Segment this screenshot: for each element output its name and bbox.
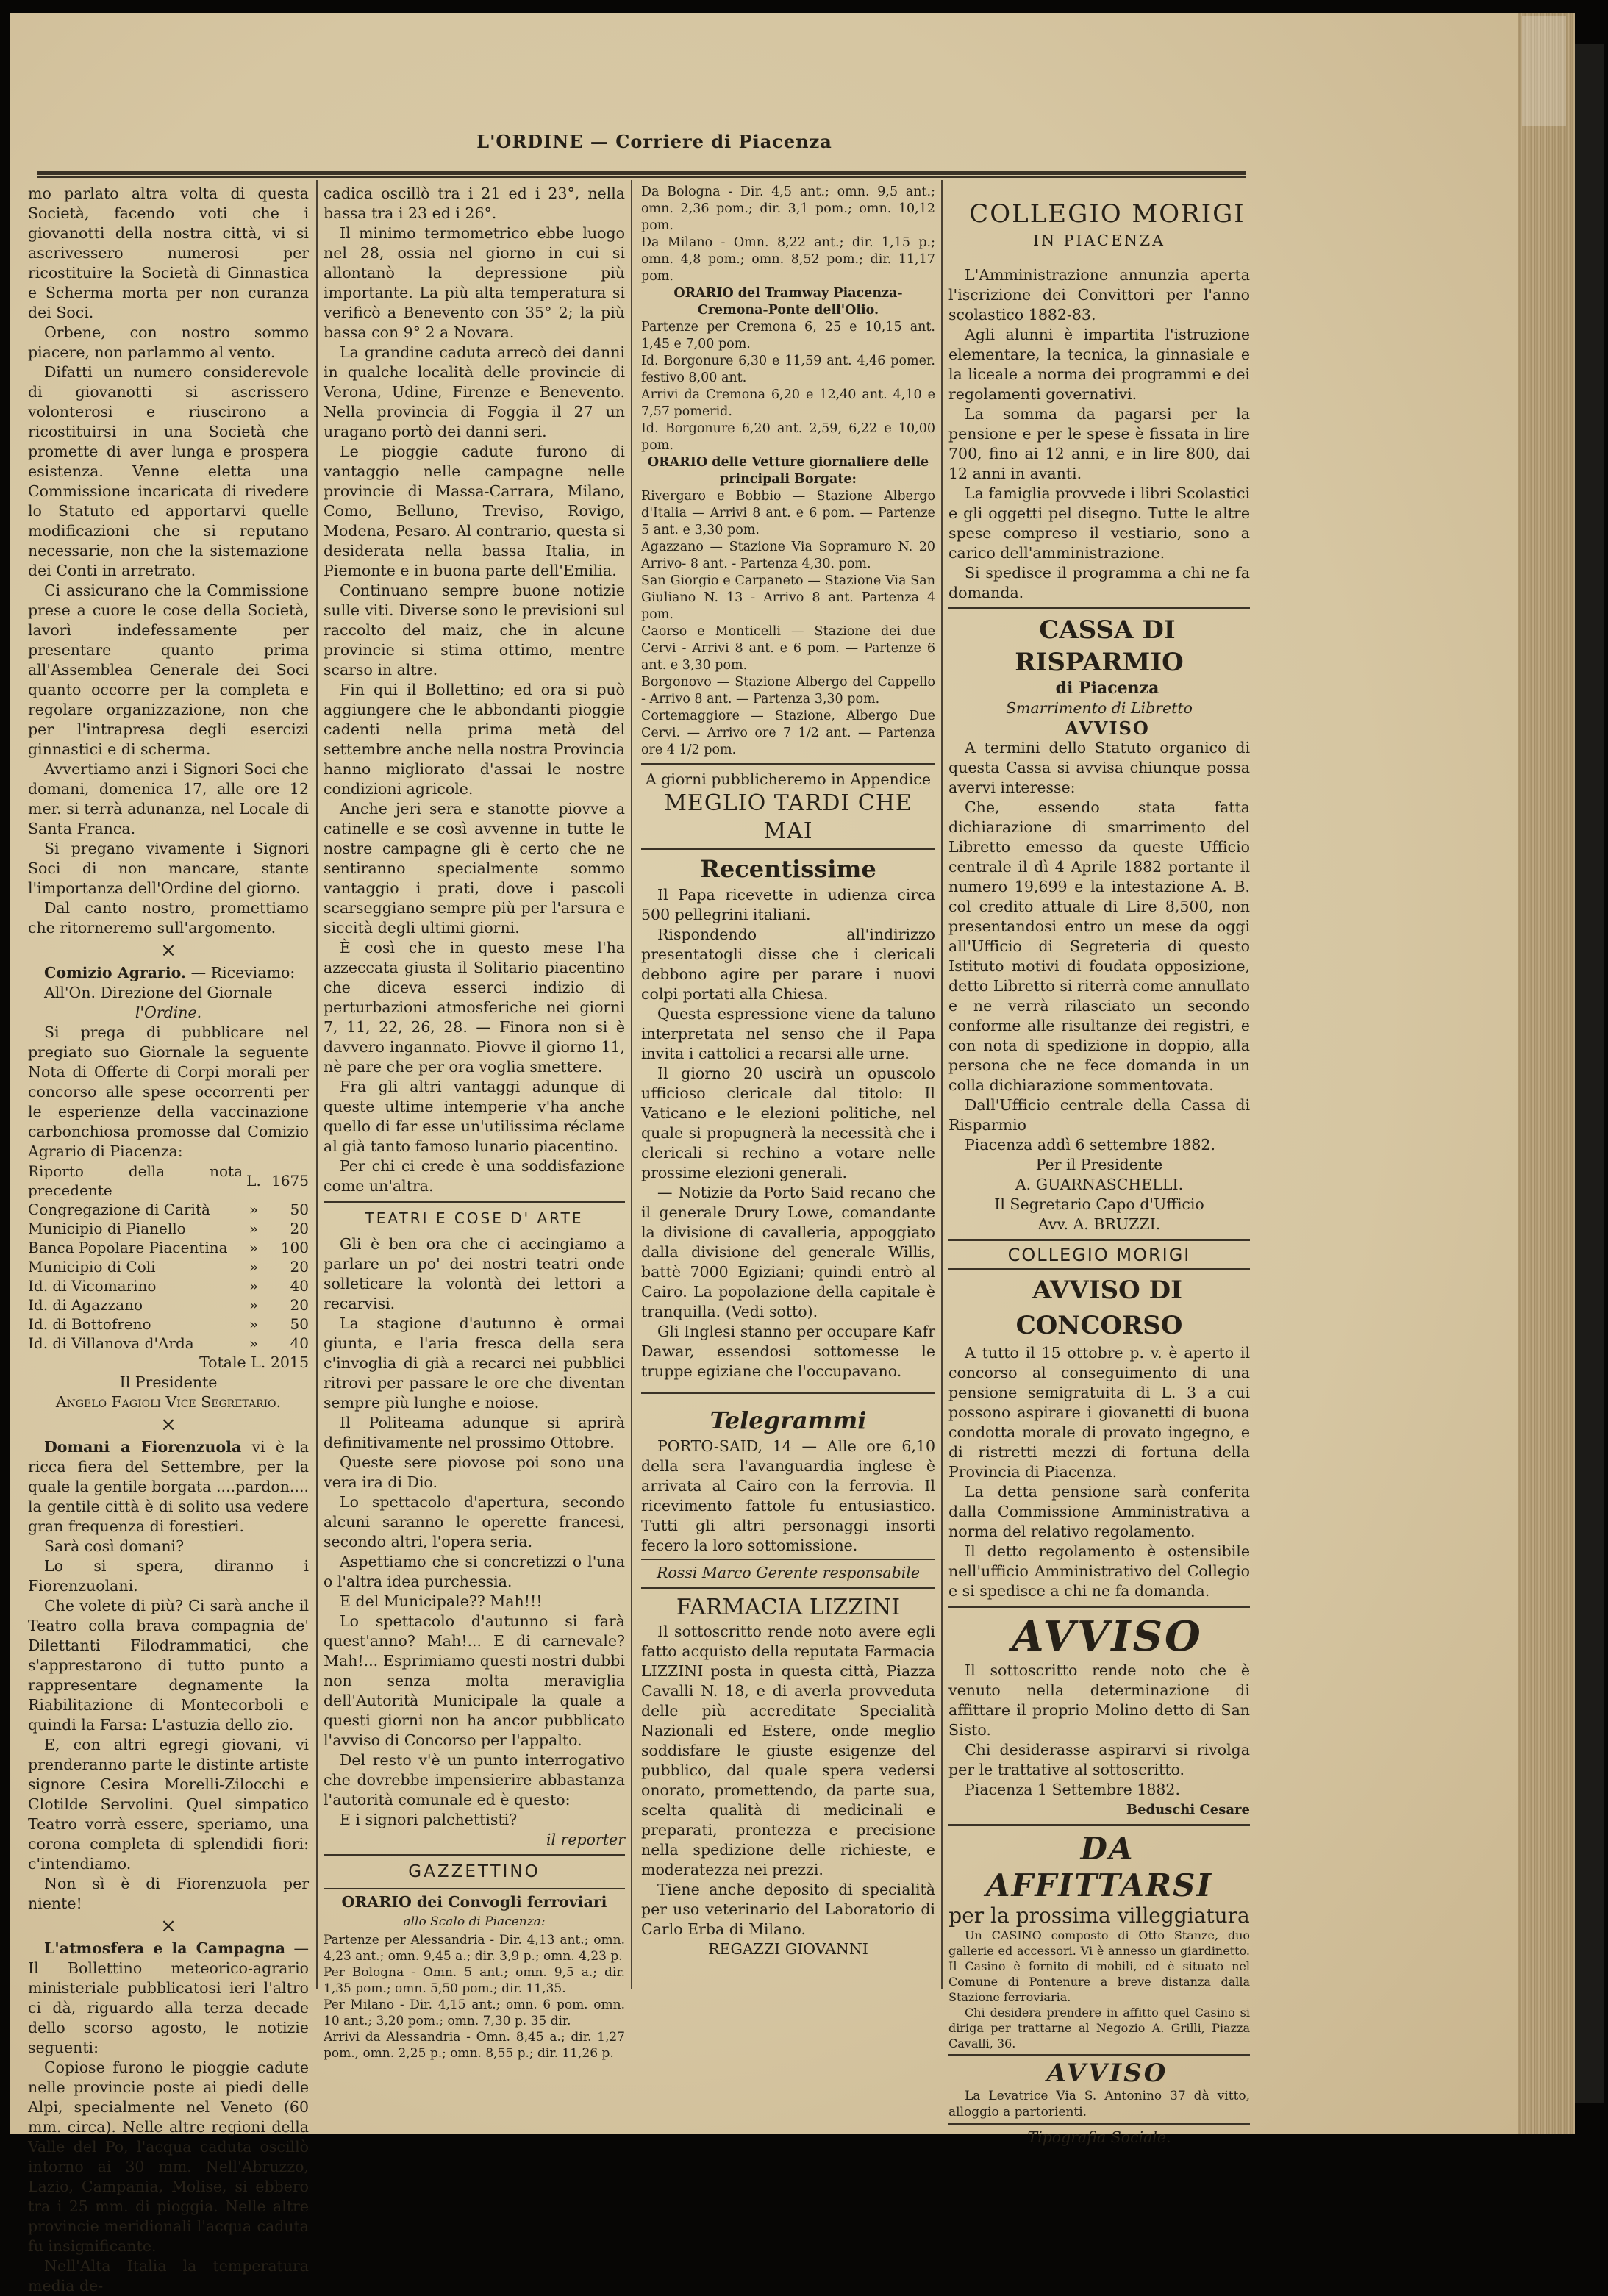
ad-title: AVVISO [1012,1612,1203,1661]
appendix-notice: A giorni pubblicheremo in Appendice [645,770,932,788]
signature: REGAZZI GIOVANNI [708,1940,868,1958]
column-4 [948,184,1250,2147]
separator: × [160,940,176,962]
timetable-entry: Per Milano - Dir. 4,15 ant.; omn. 6 pom. omn. 10 ant.; 3,20 pom.; omn. 7,30 p. 35 dir. [324,1998,625,2028]
paragraph: Dall'Ufficio centrale della Cassa di Risparmio [948,1096,1250,1134]
total-line: Totale L. 2015 [199,1353,309,1371]
paragraph: La stagione d'autunno è ormai giunta, e l'aria fresca della sera c'invoglia di già a recarci nei pubblici ritrovi per passare le ore che diventan sempre più lunghe e noiose. [324,1315,625,1412]
signature-title: Il Segretario Capo d'Ufficio [994,1195,1204,1213]
ad-title: FARMACIA LIZZINI [676,1595,901,1620]
article-title: Domani a Fiorenzuola [44,1438,242,1456]
paragraph: Rispondendo all'indirizzo presentatogli disse che i clericali debbono agire per parare i nuovi colpi portati alla Chiesa. [641,926,935,1003]
timetable-title: ORARIO delle Vetture giornaliere delle principali Borgate: [647,455,929,487]
section-rule [948,1239,1250,1241]
table-row: Id. di Villanova d'Arda » 40 [28,1334,309,1352]
ad-subtitle: di Piacenza [1055,679,1159,698]
timetable-entry: Partenze per Alessandria - Dir. 4,13 ant.; omn. 4,23 ant.; omn. 9,45 a.; dir. 3,9 p.; omn. 4,23 p. [324,1933,625,1964]
paragraph: Che volete di più? Ci sarà anche il Teatro colla brava compagnia de' Dilettanti Filodrammatici, che s'apprestarono di tutto punto a rappresentare degnamente la Riabilitazione di Montecorboli e quindi la Farsa: L'astuzia dello zio. [28,1597,309,1734]
paragraph: A tutto il 15 ottobre p. v. è aperto il concorso al conseguimento di una pensione semigratuita di L. 3 a cui possono aspirare i giovanetti di buona condotta morale di provato ingegno, e di ristretti mezzi di fortuna della Provincia di Piacenza. [948,1344,1250,1481]
paragraph: A termini dello Statuto organico di questa Cassa si avvisa chiunque possa avervi interesse: [948,739,1250,796]
ad-subtitle: IN PIACENZA [1033,232,1165,249]
ad-title: COLLEGIO MORIGI [969,199,1246,229]
paragraph: La Levatrice Via S. Antonino 37 dà vitto, alloggio a partorienti. [948,2089,1250,2120]
paragraph: PORTO-SAID, 14 — Alle ore 6,10 della sera l'avanguardia inglese è arrivata al Cairo con la ferrovia. Il ricevimento fattole fu entusiastico. Tutti gli altri personaggi insorti fecero la loro sottomissione. [641,1437,935,1554]
page-stack-edge [1518,13,1575,2134]
paragraph: — Notizie da Porto Said recano che il generale Drury Lowe, comandante la divisione di cavalleria, appoggiato dalla divisione del generale Willis, battè 7000 Egiziani; quindi entrò al Cairo. La popolazione della capitale è tranquilla. (Vedi sotto). [641,1184,935,1320]
ad-title: CASSA DI RISPARMIO [1015,615,1184,677]
paragraph: La detta pensione sarà conferita dalla Commissione Amministrativa a norma del relativo regolamento. [948,1483,1250,1540]
article-lead: vi è la ricca fiera del Settembre, per la quale la gentile borgata ....pardon.... la gentile città è di solito usa vedere gran frequenza di forestieri. [28,1438,309,1535]
column-2 [324,184,625,2061]
section-rule [641,1559,935,1560]
paragraph: Un CASINO composto di Otto Stanze, duo gallerie ed accessori. Vi è annesso un giardinetto. Il Casino è fornito di mobili, ed è situato nel Comune di Pontenure a breve distanza dalla Stazione ferroviaria. [948,1928,1250,2004]
gerente-line: Rossi Marco Gerente responsabile [657,1564,920,1581]
table-row: Riporto della nota precedente L. 1675 [28,1162,309,1199]
header-rule [37,171,1246,175]
paragraph: Lo spettacolo d'autunno si farà quest'anno? Mah!... E di carnevale? Mah!... Esprimiamo questi nostri dubbi non senza molta meraviglia dell'Autorità Municipale la quale a questi giorni non ha ancor pubblicato l'avviso di Concorso per l'appalto. [324,1612,625,1749]
paragraph: Tiene anche deposito di specialità per uso veterinario del Laboratorio di Carlo Erba di Milano. [641,1881,935,1938]
timetable-entry: Da Bologna - Dir. 4,5 ant.; omn. 9,5 ant.; omn. 2,36 pom.; dir. 3,1 pom.; omn. 10,12 pom. [641,185,935,233]
table-row: Congregazione di Carità » 50 [28,1201,309,1218]
ad-subtitle: per la prossima villeggiatura [948,1903,1250,1928]
paragraph: Nell'Alta Italia la temperatura media de- [28,2257,309,2295]
ad-title: AVVISO DI CONCORSO [1015,1276,1183,1340]
paragraph: Continuano sempre buone notizie sulle viti. Diverse sono le previsioni sul raccolto del maiz, che in alcune provincie si stima ottimo, mentre scarso in altre. [324,582,625,679]
paragraph: Le pioggie cadute furono di vantaggio nelle campagne nelle provincie di Massa-Carrara, Milano, Como, Belluno, Treviso, Rovigo, Modena, Pesaro. Al contrario, questa si desiderata nella bassa Italia, in Piemonte e in buona parte dell'Emilia. [324,443,625,579]
section-rule [641,848,935,850]
paragraph: mo parlato altra volta di questa Società, facendo voti che i giovanotti della nostra città, vi si ascrivessero numerosi per ricostituire la Società di Ginnastica e Scherma morta per non curanza dei Soci. [28,185,309,321]
separator: × [160,1915,176,1937]
table-row: Banca Popolare Piacentina » 100 [28,1239,309,1256]
section-rule [641,1392,935,1394]
paragraph: La famiglia provvede i libri Scolastici e gli oggetti pel disegno. Tutte le altre spese compreso il vestiario, sono a carico dell'amministrazione. [948,484,1250,562]
offerte-table [28,1162,309,1353]
address-line: l'Ordine. [135,1004,202,1021]
section-rule [324,1888,625,1889]
paragraph: Sarà così domani? [44,1537,185,1555]
ad-subtitle: Smarrimento di Libretto [1006,699,1193,717]
signature: Angelo Fagioli Vice Segretario. [55,1393,282,1411]
paragraph: Piacenza addì 6 settembre 1882. [965,1136,1215,1154]
timetable-entry: Rivergaro e Bobbio — Stazione Albergo d'Italia — Arrivi 8 ant. e 6 pom. — Partenze 5 ant. e 3,30 pom. [641,489,935,537]
address-line: All'On. Direzione del Giornale [44,984,273,1001]
paragraph: Dal canto nostro, promettiamo che ritorneremo sull'argomento. [28,899,309,937]
signature-title: Per il Presidente [1035,1156,1163,1173]
paragraph: E del Municipale?? Mah!!! [340,1592,543,1610]
paragraph: Il giorno 20 uscirà un opuscolo ufficioso clericale dal titolo: Il Vaticano e le elezioni politiche, nel quale si propugnerà la necessità che i clericali si rechino a votare nelle prossime elezioni generali. [641,1065,935,1181]
paragraph: Ci assicurano che la Commissione prese a cuore le cose della Società, lavorì indefessamente per presentare quanto prima all'Assemblea Generale dei Soci quanto occorre per la completa e regolare organizzazione, non che per l'intrapresa degli esercizi ginnastici e di scherma. [28,582,309,758]
article-lead: — Il Bollettino meteorico-agrario ministeriale pubblicatosi ieri l'altro ci dà, riguardo alla terza decade dello scorso agosto, le notizie seguenti: [28,1939,309,2056]
timetable-entry: Borgonovo — Stazione Albergo del Cappello - Arrivo 8 ant. — Partenza 3,30 pom. [641,675,935,707]
byline: il reporter [546,1831,625,1848]
paragraph: Non sì è di Fiorenzuola per niente! [28,1875,309,1912]
section-rule [948,1268,1250,1270]
timetable-entry: Agazzano — Stazione Via Sopramuro N. 20 Arrivo- 8 ant. - Partenza 4,30. pom. [641,540,935,571]
paragraph: Questa espressione viene da taluno interpretata nel senso che il Papa invita i cattolici a recarsi alle urne. [641,1005,935,1062]
timetable-entry: Arrivi da Cremona 6,20 e 12,40 ant. 4,10 e 7,57 pomerid. [641,387,935,419]
separator: × [160,1414,176,1436]
signature: Avv. A. BRUZZI. [1037,1215,1161,1233]
timetable-title: ORARIO del Tramway Piacenza-Cremona-Ponte dell'Olio. [673,286,903,318]
timetable-entry: San Giorgio e Carpaneto — Stazione Via San Giuliano N. 13 - Arrivo 8 ant. Partenza 4 pom. [641,573,935,622]
paragraph: Gli è ben ora che ci accingiamo a parlare un po' dei nostri teatri onde solleticare la volontà dei lettori a recarvisi. [324,1235,625,1312]
section-title: Telegrammi [710,1406,867,1434]
signature-title: Il Presidente [119,1373,218,1391]
ad-title: AVVISO [1065,718,1150,739]
section-title: Recentissime [700,855,876,883]
paragraph: Si pregano vivamente i Signori Soci di non mancare, stante l'importanza dell'Ordine del giorno. [28,840,309,897]
timetable-entry: Per Bologna - Omn. 5 ant.; omn. 9,5 a.; dir. 1,35 pom.; omn. 5,50 pom.; dir. 11,35. [324,1965,625,1996]
paragraph: È così che in questo mese l'ha azzeccata giusta il Solitario piacentino che diceva esserci indizio di perturbazioni atmosferiche nei giorni 7, 11, 22, 26, 28. — Finora non si è davvero ingannato. Piovve il giorno 11, nè pare che per ora voglia smettere. [324,939,625,1076]
timetable-entry: Partenze per Cremona 6, 25 e 10,15 ant. 1,45 e 7,00 pom. [641,320,935,351]
section-rule [948,2054,1250,2056]
column-rule-1 [316,180,318,1989]
paragraph: Chi desiderasse aspirarvi si rivolga per le trattative al sottoscritto. [948,1741,1250,1778]
section-rule [641,1587,935,1589]
ad-title: AVVISO [1046,2059,1168,2088]
article-title: L'atmosfera e la Campagna [44,1939,286,1957]
section-rule [948,1606,1250,1608]
paragraph: Il sottoscritto rende noto che è venuto nella determinazione di affittare il proprio Molino detto di San Sisto. [948,1662,1250,1739]
paragraph: Si prega di pubblicare nel pregiato suo Giornale la seguente Nota di Offerte di Corpi morali per concorso alle spese occorrenti per le esperienze della vaccinazione carbonchiosa promosse dal Comizio Agrario di Piacenza: [28,1023,309,1160]
paragraph: Chi desidera prendere in affitto quel Casino si diriga per trattarne al Negozio A. Grilli, Piazza Cavalli, 36. [948,2006,1250,2050]
paragraph: Fra gli altri vantaggi adunque di queste ultime intemperie v'ha anche quello di far esse un'utilissima réclame al già tanto famoso lunario piacentino. [324,1078,625,1155]
section-title: GAZZETTINO [408,1862,540,1881]
section-rule [641,763,935,765]
paragraph: E, con altri egregi giovani, vi prenderanno parte le distinte artiste signore Cesira Morelli-Zilocchi e Clotilde Servolini. Quel simpatico Teatro vorrà essere, speriamo, una corona completa di splendidi fiori: c'intendiamo. [28,1736,309,1873]
ad-title: COLLEGIO MORIGI [1007,1245,1191,1265]
paragraph: Piacenza 1 Settembre 1882. [965,1781,1180,1798]
paragraph: La somma da pagarsi per la pensione e per le spese è fissata in lire 700, fino ai 12 anni, e in lire 800, dai 12 anni in avanti. [948,405,1250,482]
paragraph: Aspettiamo che si concretizzi o l'una o l'altra idea purchessia. [324,1553,625,1590]
paragraph: Orbene, con nostro sommo piacere, non parlammo al vento. [28,323,309,361]
paragraph: L'Amministrazione annunzia aperta l'iscrizione dei Convittori per l'anno scolastico 1882-83. [948,266,1250,323]
section-rule [948,607,1250,609]
section-rule [948,2123,1250,2125]
column-rule-3 [941,180,943,1989]
paragraph: Lo spettacolo d'apertura, secondo alcuni saranno le operette francesi, secondo altri, l'opera seria. [324,1493,625,1551]
paragraph: Difatti un numero considerevole di giovanotti si ascrissero volonterosi e riuscirono a ricostituirsi in una Società che promette di aver lunga e prospera esistenza. Venne eletta una Commissione incaricata di rivedere lo Statuto ed apportarvi quelle modificazioni che si reputano necessarie, non che la sistemazione dei Conti in arretrato. [28,363,309,579]
paragraph: Del resto v'è un punto interrogativo che dovrebbe impensierire abbastanza l'autorità comunale ed è questo: [324,1751,625,1809]
paragraph: Il detto regolamento è ostensibile nell'ufficio Amministrativo del Collegio e si spedisce a chi ne fa domanda. [948,1542,1250,1600]
paragraph: Gli Inglesi stanno per occupare Kafr Dawar, essendosi sottomesse le truppe egiziane che l'occupavano. [641,1323,935,1380]
timetable-entry: Arrivi da Alessandria - Omn. 8,45 a.; dir. 1,27 pom., omn. 2,25 p.; omn. 8,55 p.; dir. 11,26 p. [324,2030,625,2061]
timetable-title: ORARIO dei Convogli ferroviari [341,1893,607,1911]
paragraph: Queste sere piovose poi sono una vera ira di Dio. [324,1453,625,1491]
timetable-entry: Da Milano - Omn. 8,22 ant.; dir. 1,15 p.; omn. 4,8 pom.; omn. 8,52 pom.; dir. 11,17 pom. [641,235,935,284]
paragraph: Il Politeama adunque si aprirà definitivamente nel prossimo Ottobre. [324,1414,625,1451]
signature: Beduschi Cesare [1126,1802,1250,1817]
masthead: L'ORDINE — Corriere di Piacenza [476,131,832,152]
article-lead: — Riceviamo: [190,964,296,981]
book-binding [1575,44,1604,2103]
signature: A. GUARNASCHELLI. [1015,1176,1184,1193]
paragraph: Che, essendo stata fatta dichiarazione di smarrimento del Libretto emesso da queste Ufficio centrale il dì 4 Aprile 1882 portante il numero 19,699 e la intestazione A. B. col credito attuale di Lire 8,500, non presentandosi entro un mese da oggi all'Ufficio di Segreteria di questo Istituto motivi di foudata opposizione, detto Libretto si riterrà come annullato e ne verrà rilasciato un secondo conforme alle risultanze dei registri, e con nota di spedizione in doppio, alla persona che ne fece domanda in un colla dichiarazione sommentovata. [948,798,1250,1094]
column-3 [641,184,935,1959]
table-row: Id. di Agazzano » 20 [28,1296,309,1314]
ad-title: DA AFFITTARSI [985,1831,1213,1903]
table-row: Id. di Bottofreno » 50 [28,1315,309,1333]
paragraph: Il minimo termometrico ebbe luogo nel 28, ossia nel giorno in cui si allontanò la depressione più importante. La più alta temperatura si verificò a Benevento con 35° 2; la più bassa con 9° 2 a Novara. [324,224,625,341]
section-rule [948,1824,1250,1826]
paragraph: E i signori palchettisti? [340,1811,518,1828]
section-title: TEATRI E COSE D' ARTE [365,1209,584,1227]
table-row: Municipio di Pianello » 20 [28,1220,309,1237]
timetable-entry: Caorso e Monticelli — Stazione dei due Cervi - Arrivi 8 ant. e 6 pom. — Partenze 6 ant. e 3,30 pom. [641,624,935,673]
appendix-title: MEGLIO TARDI CHE MAI [664,790,912,844]
paragraph: Avvertiamo anzi i Signori Soci che domani, domenica 17, alle ore 12 mer. si terrà adunanza, nel Locale di Santa Franca. [28,760,309,837]
article-title: Comizio Agrario. [44,964,187,981]
paragraph: Si spedisce il programma a chi ne fa domanda. [948,564,1250,601]
paragraph: Lo si spera, diranno i Fiorenzuolani. [28,1557,309,1595]
paragraph: Fin qui il Bollettino; ed ora si può aggiungere che le abbondanti pioggie cadenti nella prima metà del settembre anche nella nostra Provincia hanno migliorato d'assai le nostre condizioni agricole. [324,681,625,798]
paragraph: Per chi ci crede è una soddisfazione come un'altra. [324,1157,625,1195]
table-row: Municipio di Coli » 20 [28,1258,309,1276]
section-rule [324,1854,625,1856]
table-row: Id. di Vicomarino » 40 [28,1277,309,1295]
timetable-subtitle: allo Scalo di Piacenza: [403,1914,546,1929]
printer-line: Tipografia Sociale. [1027,2128,1171,2146]
paragraph: cadica oscillò tra i 21 ed i 23°, nella bassa tra i 23 ed i 26°. [324,185,625,222]
paragraph: La grandine caduta arrecò dei danni in qualche località delle provincie di Verona, Udine, Firenze e Benevento. Nella provincia di Foggia il 27 un uragano portò dei danni seri. [324,343,625,440]
paragraph: Il sottoscritto rende noto avere egli fatto acquisto della reputata Farmacia LIZZINI posta in questa città, Piazza Cavalli N. 18, e di averla provveduta delle più accreditate Specialità Nazionali ed Estere, onde meglio soddisfare le giuste esigenze del pubblico, dal quale spera vedersi onorato, promettendo, da parte sua, scelta qualità di medicinali e preparati, prontezza e precisione nella spedizione delle richieste, e moderatezza nei prezzi. [641,1623,935,1878]
timetable-entry: Cortemaggiore — Stazione, Albergo Due Cervi. — Arrivo ore 7 1/2 ant. — Partenza ore 4 1/2 pom. [641,709,935,757]
paragraph: Anche jeri sera e stanotte piovve a catinelle e se così avvenne in tutte le nostre campagne gli è certo che ne sentiranno specialmente sommo vantaggio i prati, dove i pascoli scarseggiano sempre più per l'arsura e siccità degli ultimi giorni. [324,800,625,937]
timetable-entry: Id. Borgonure 6,20 ant. 2,59, 6,22 e 10,00 pom. [641,421,935,453]
timetable-entry: Id. Borgonure 6,30 e 11,59 ant. 4,46 pomer. festivo 8,00 ant. [641,354,935,385]
binding-label [1522,16,1566,126]
section-rule [324,1201,625,1203]
column-rule-2 [631,180,632,1989]
paragraph: Agli alunni è impartita l'istruzione elementare, la tecnica, la ginnasiale e la liceale a norma dei programmi e dei regolamenti governativi. [948,326,1250,403]
paragraph: Il Papa ricevette in udienza circa 500 pellegrini italiani. [641,886,935,923]
header-rule-thin [37,176,1246,178]
column-1 [28,184,309,2296]
paragraph: Copiose furono le pioggie cadute nelle provincie poste ai piedi delle Alpi, specialmente nel Veneto (60 mm. circa). Nelle altre regioni della Valle del Po, l'acqua caduta oscillò intorno ai 30 mm. Nell'Abruzzo, Lazio, Campania, Molise, si ebbero tra i 25 mm. di pioggia. Nelle altre provincie meridionali l'acqua caduta fu insignificante. [28,2059,309,2255]
